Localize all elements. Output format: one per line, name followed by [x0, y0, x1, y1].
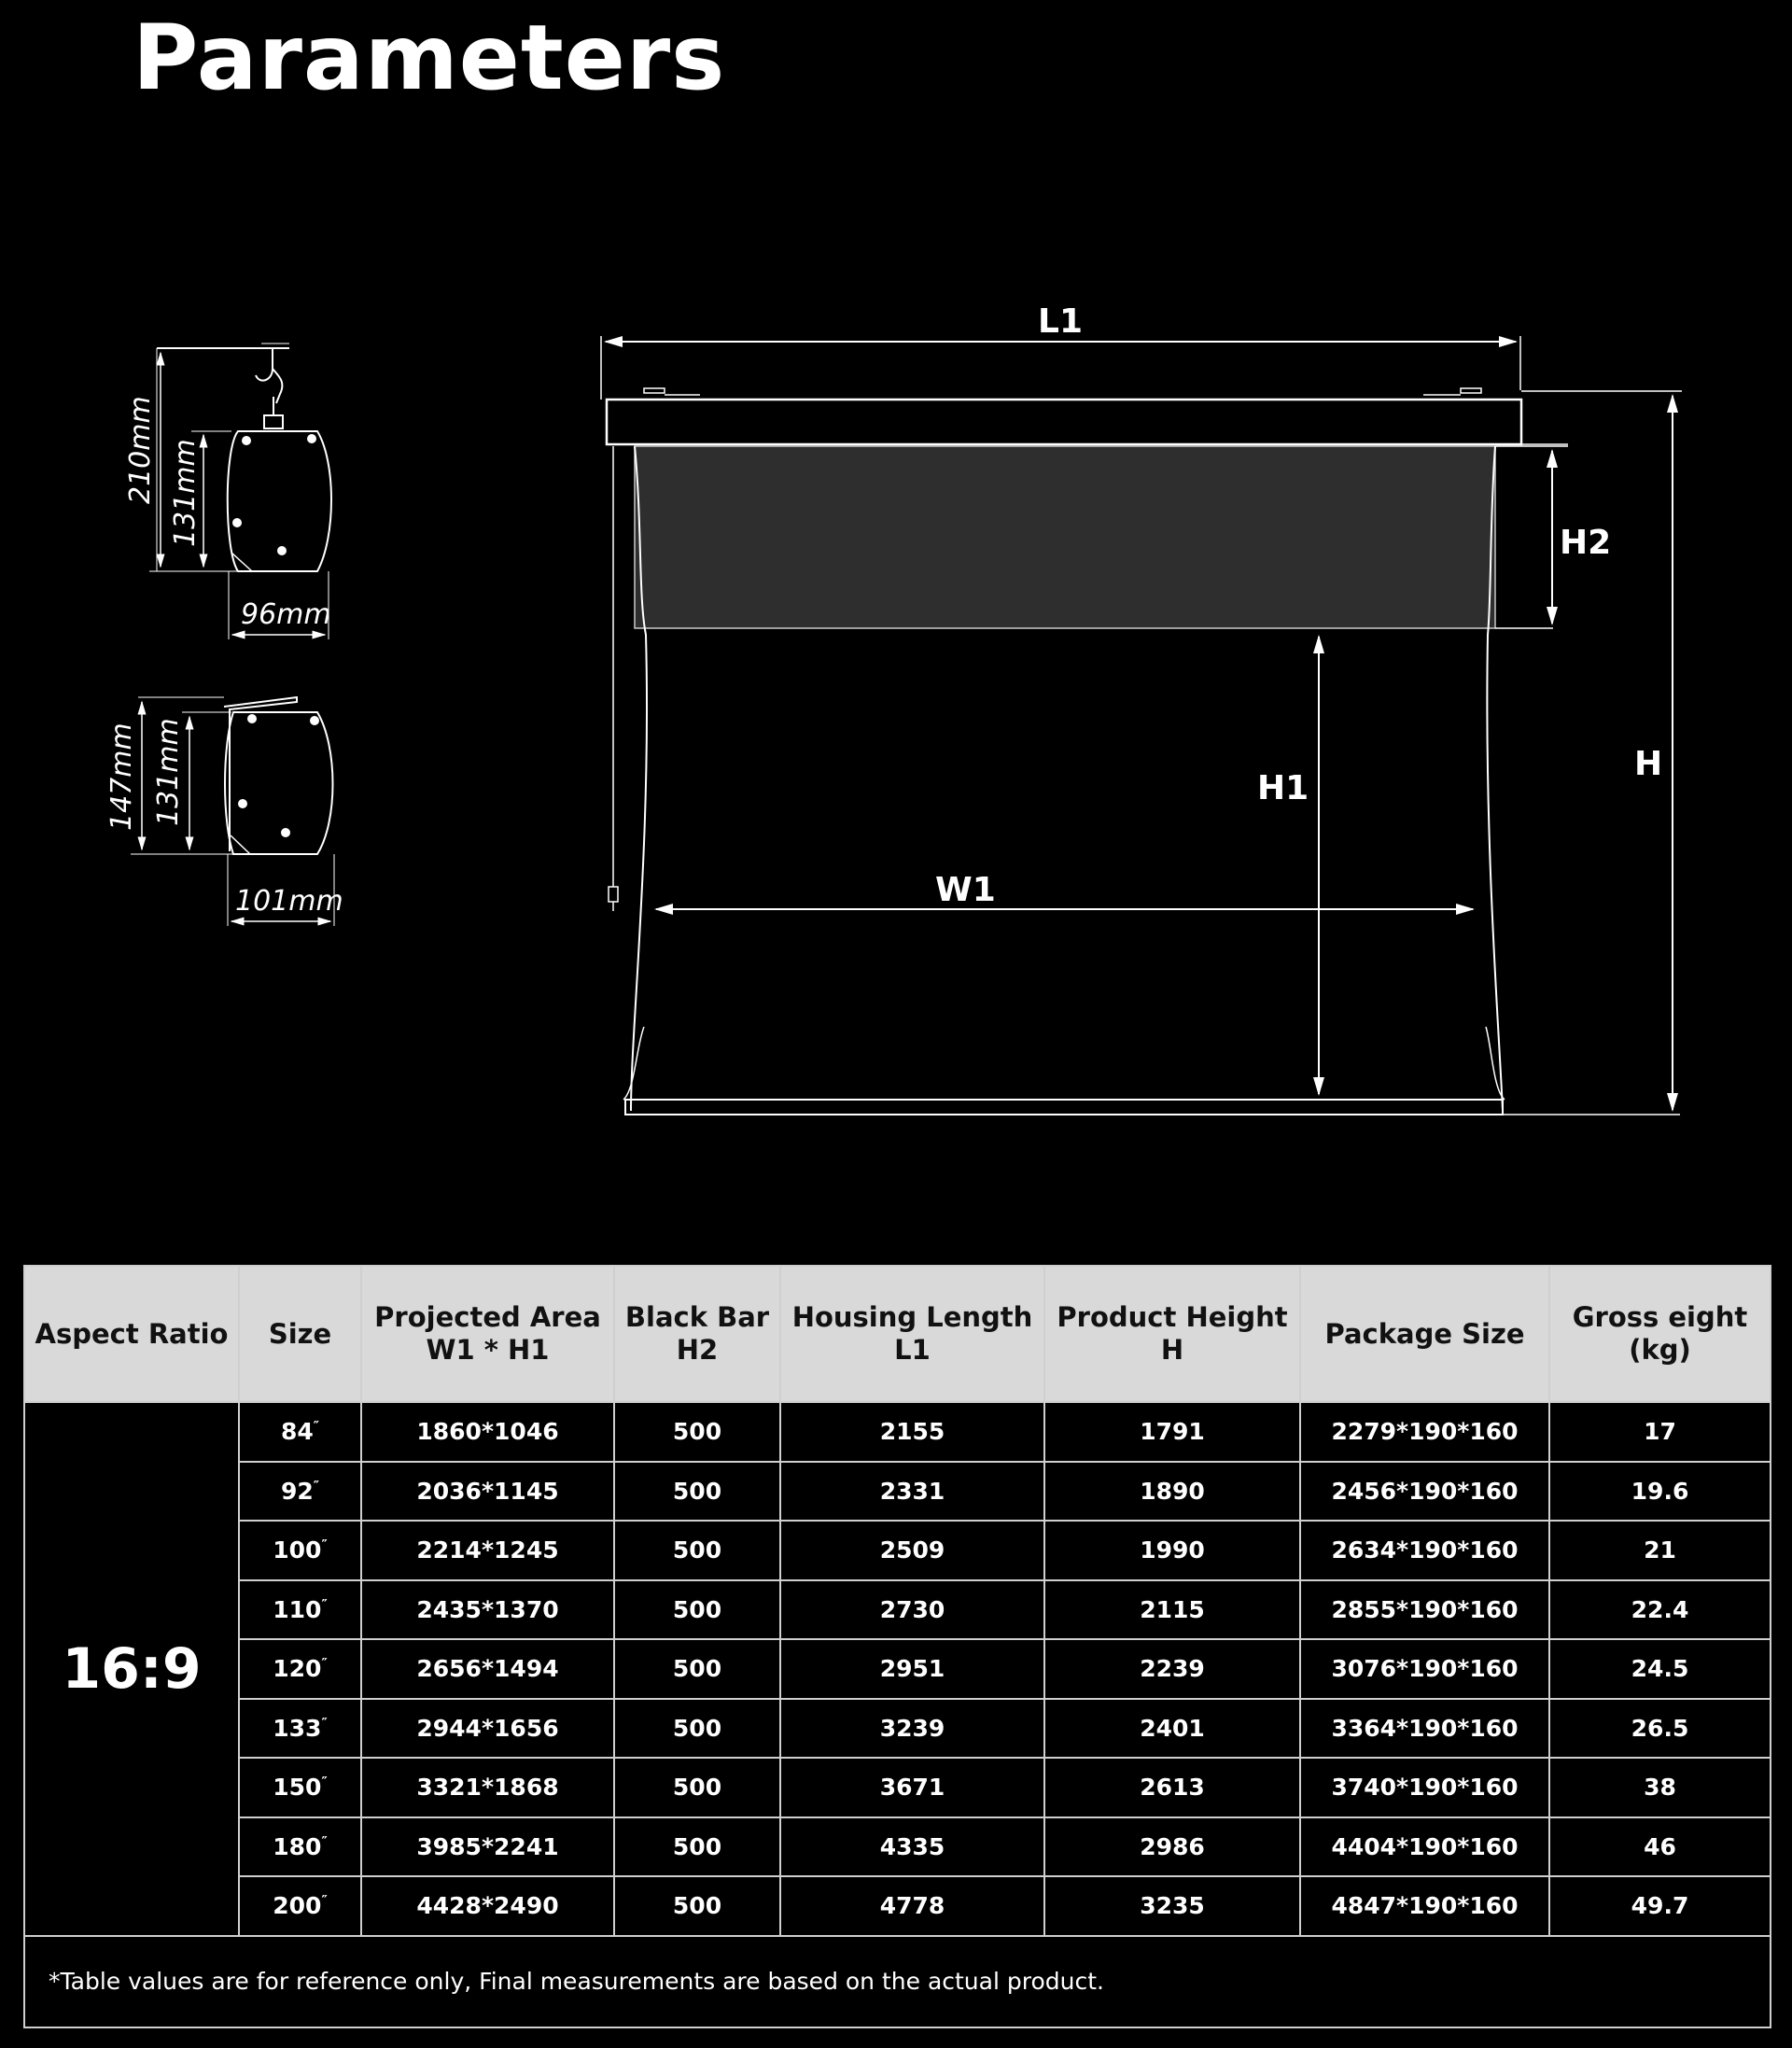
front-view-screen — [601, 336, 1682, 1115]
table-row — [24, 1817, 1771, 1877]
table-cell: 2214*1245 — [361, 1521, 614, 1580]
header-aspect-ratio: Aspect Ratio — [24, 1266, 239, 1402]
size-cell — [239, 1758, 361, 1817]
table-cell: 3985*2241 — [361, 1817, 614, 1877]
table-row — [24, 1639, 1771, 1699]
dim-131mm-bottom: 131mm — [152, 718, 185, 826]
label-l1: L1 — [1038, 302, 1083, 341]
table-cell: 3239 — [780, 1699, 1044, 1759]
label-h1: H1 — [1257, 769, 1309, 807]
table-cell: 2456*190*160 — [1300, 1462, 1549, 1522]
table-cell: 4428*2490 — [361, 1876, 614, 1936]
table-cell: 1791 — [1044, 1402, 1300, 1462]
table-footnote: *Table values are for reference only, Final measurements are based on the actual product. — [24, 1936, 1771, 2027]
size-cell — [239, 1876, 361, 1936]
table-cell: 4847*190*160 — [1300, 1876, 1549, 1936]
table-header-row — [24, 1266, 1771, 1402]
table-cell: 2855*190*160 — [1300, 1580, 1549, 1640]
table-cell: 2634*190*160 — [1300, 1521, 1549, 1580]
inch-mark: ″ — [313, 1419, 320, 1435]
inch-mark: ″ — [321, 1834, 328, 1850]
table-cell: 3235 — [1044, 1876, 1300, 1936]
size-value: 120 — [273, 1655, 322, 1683]
table-cell: 2155 — [780, 1402, 1044, 1462]
inch-mark: ″ — [313, 1479, 320, 1494]
header-size: Size — [239, 1266, 361, 1402]
header-black-bar: Black Bar H2 — [614, 1266, 780, 1402]
inch-mark: ″ — [321, 1656, 328, 1672]
size-value: 100 — [273, 1536, 322, 1564]
table-cell: 4778 — [780, 1876, 1044, 1936]
table-cell: 2613 — [1044, 1758, 1300, 1817]
size-cell — [239, 1402, 361, 1462]
inch-mark: ″ — [321, 1774, 328, 1790]
table-cell: 2401 — [1044, 1699, 1300, 1759]
table-cell: 500 — [614, 1817, 780, 1877]
header-gross-weight: Gross eight (kg) — [1549, 1266, 1771, 1402]
table-cell: 2115 — [1044, 1580, 1300, 1640]
header-housing-length: Housing Length L1 — [780, 1266, 1044, 1402]
table-cell: 3321*1868 — [361, 1758, 614, 1817]
table-cell: 500 — [614, 1521, 780, 1580]
table-cell: 2435*1370 — [361, 1580, 614, 1640]
table-cell: 2944*1656 — [361, 1699, 614, 1759]
table-cell: 2730 — [780, 1580, 1044, 1640]
size-cell — [239, 1580, 361, 1640]
table-cell: 49.7 — [1549, 1876, 1771, 1936]
dim-147mm: 147mm — [105, 722, 138, 831]
table-cell: 4404*190*160 — [1300, 1817, 1549, 1877]
table-cell: 22.4 — [1549, 1580, 1771, 1640]
table-row — [24, 1699, 1771, 1759]
size-value: 92 — [280, 1477, 314, 1505]
size-value: 133 — [273, 1714, 322, 1742]
table-cell: 19.6 — [1549, 1462, 1771, 1522]
size-cell — [239, 1817, 361, 1877]
table-cell: 2951 — [780, 1639, 1044, 1699]
dim-210mm: 210mm — [124, 396, 157, 504]
table-cell: 2509 — [780, 1521, 1044, 1580]
table-row — [24, 1462, 1771, 1522]
table-cell: 38 — [1549, 1758, 1771, 1817]
table-cell: 500 — [614, 1639, 780, 1699]
table-cell: 3076*190*160 — [1300, 1639, 1549, 1699]
header-product-height: Product Height H — [1044, 1266, 1300, 1402]
table-cell: 1890 — [1044, 1462, 1300, 1522]
table-cell: 500 — [614, 1758, 780, 1817]
inch-mark: ″ — [321, 1716, 328, 1732]
table-cell: 3671 — [780, 1758, 1044, 1817]
header-package-size: Package Size — [1300, 1266, 1549, 1402]
table-cell: 26.5 — [1549, 1699, 1771, 1759]
table-row — [24, 1876, 1771, 1936]
size-value: 84 — [280, 1418, 314, 1446]
table-cell: 3364*190*160 — [1300, 1699, 1549, 1759]
table-cell: 500 — [614, 1402, 780, 1462]
table-cell: 2656*1494 — [361, 1639, 614, 1699]
table-cell: 21 — [1549, 1521, 1771, 1580]
size-cell — [239, 1699, 361, 1759]
inch-mark: ″ — [321, 1597, 328, 1613]
header-projected-area: Projected Area W1 * H1 — [361, 1266, 614, 1402]
dim-131mm-top: 131mm — [169, 439, 202, 547]
aspect-ratio-cell: 16:9 — [24, 1402, 239, 1936]
size-value: 200 — [273, 1892, 322, 1920]
size-value: 110 — [273, 1595, 322, 1623]
table-cell: 500 — [614, 1876, 780, 1936]
page-title: Parameters — [133, 6, 726, 110]
table-cell: 1990 — [1044, 1521, 1300, 1580]
label-w1: W1 — [935, 871, 996, 909]
table-cell: 1860*1046 — [361, 1402, 614, 1462]
table-cell: 3740*190*160 — [1300, 1758, 1549, 1817]
size-value: 180 — [273, 1832, 322, 1860]
size-cell — [239, 1521, 361, 1580]
dim-96mm: 96mm — [241, 598, 331, 631]
table-row — [24, 1521, 1771, 1580]
parameters-table — [23, 1265, 1771, 2028]
table-cell: 500 — [614, 1699, 780, 1759]
table-cell: 2239 — [1044, 1639, 1300, 1699]
size-cell — [239, 1462, 361, 1522]
label-h: H — [1634, 745, 1663, 783]
table-cell: 46 — [1549, 1817, 1771, 1877]
dim-101mm: 101mm — [235, 885, 343, 918]
table-cell: 500 — [614, 1462, 780, 1522]
table-row — [24, 1402, 1771, 1462]
size-value: 150 — [273, 1774, 322, 1802]
table-cell: 4335 — [780, 1817, 1044, 1877]
label-h2: H2 — [1560, 524, 1612, 562]
table-cell: 24.5 — [1549, 1639, 1771, 1699]
table-cell: 2036*1145 — [361, 1462, 614, 1522]
inch-mark: ″ — [321, 1893, 328, 1909]
table-row — [24, 1580, 1771, 1640]
inch-mark: ″ — [321, 1537, 328, 1553]
table-cell: 500 — [614, 1580, 780, 1640]
table-cell: 17 — [1549, 1402, 1771, 1462]
table-cell: 2986 — [1044, 1817, 1300, 1877]
size-cell — [239, 1639, 361, 1699]
table-row — [24, 1758, 1771, 1817]
table-cell: 2279*190*160 — [1300, 1402, 1549, 1462]
table-cell: 2331 — [780, 1462, 1044, 1522]
